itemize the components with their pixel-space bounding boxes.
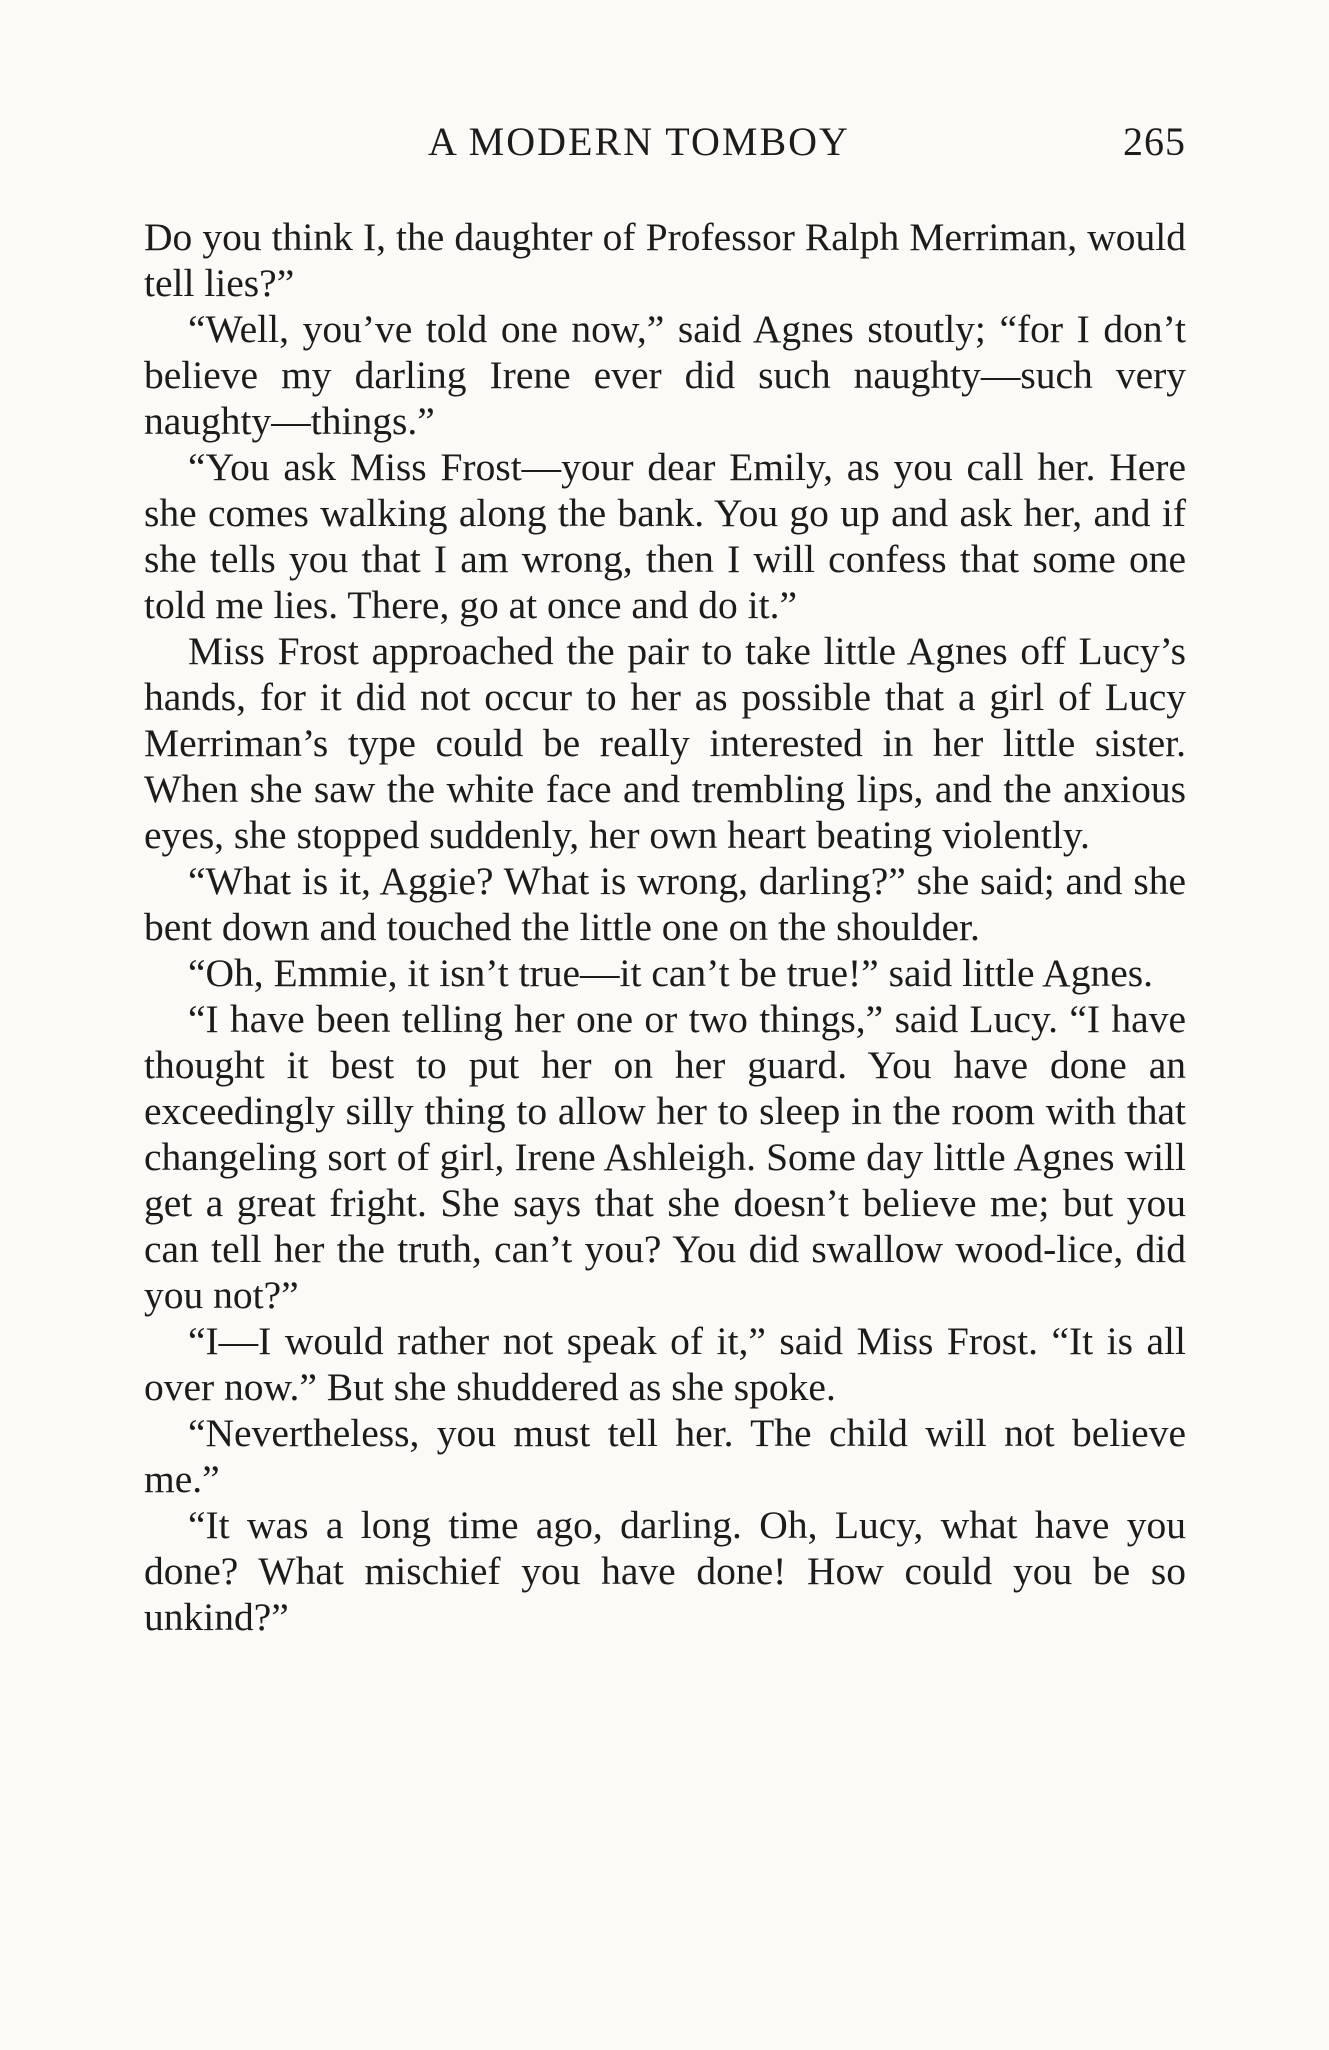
paragraph: “What is it, Aggie? What is wrong, darling?” she said; and she bent down and touched the little one on the shoulder.	[144, 859, 1186, 949]
paragraph: “Well, you’ve told one now,” said Agnes stoutly; “for I don’t believe my darling Irene ever did such naughty—such very naughty—things.”	[144, 307, 1186, 443]
paragraph: Miss Frost approached the pair to take little Agnes off Lucy’s hands, for it did not occur to her as possible that a girl of Lucy Merriman’s type could be really interested in her little sister. When she saw the white face and trembling lips, and the anxious eyes, she stopped suddenly, her own heart beating violently.	[144, 629, 1186, 857]
page-number: 265	[1123, 119, 1186, 164]
paragraph: “It was a long time ago, darling. Oh, Lucy, what have you done? What mischief you have done! How could you be so unkind?”	[144, 1503, 1186, 1639]
paragraph: “You ask Miss Frost—your dear Emily, as you call her. Here she comes walking along the bank. You go up and ask her, and if she tells you that I am wrong, then I will confess that some one told me lies. There, go at once and do it.”	[144, 445, 1186, 627]
page-header	[144, 118, 1186, 168]
paragraph: “Nevertheless, you must tell her. The child will not believe me.”	[144, 1411, 1186, 1501]
paragraph: “I—I would rather not speak of it,” said Miss Frost. “It is all over now.” But she shuddered as she spoke.	[144, 1319, 1186, 1409]
paragraph: “Oh, Emmie, it isn’t true—it can’t be true!” said little Agnes.	[188, 951, 1153, 995]
paragraph: Do you think I, the daughter of Professor Ralph Merriman, would tell lies?”	[144, 215, 1186, 305]
running-title: A MODERN TOMBOY	[428, 119, 850, 164]
body-text	[144, 214, 1186, 1640]
paragraph: “I have been telling her one or two things,” said Lucy. “I have thought it best to put her on her guard. You have done an exceedingly silly thing to allow her to sleep in the room with that changeling sort of girl, Irene Ashleigh. Some day little Agnes will get a great fright. She says that she doesn’t believe me; but you can tell her the truth, can’t you? You did swallow wood-lice, did you not?”	[144, 997, 1186, 1317]
